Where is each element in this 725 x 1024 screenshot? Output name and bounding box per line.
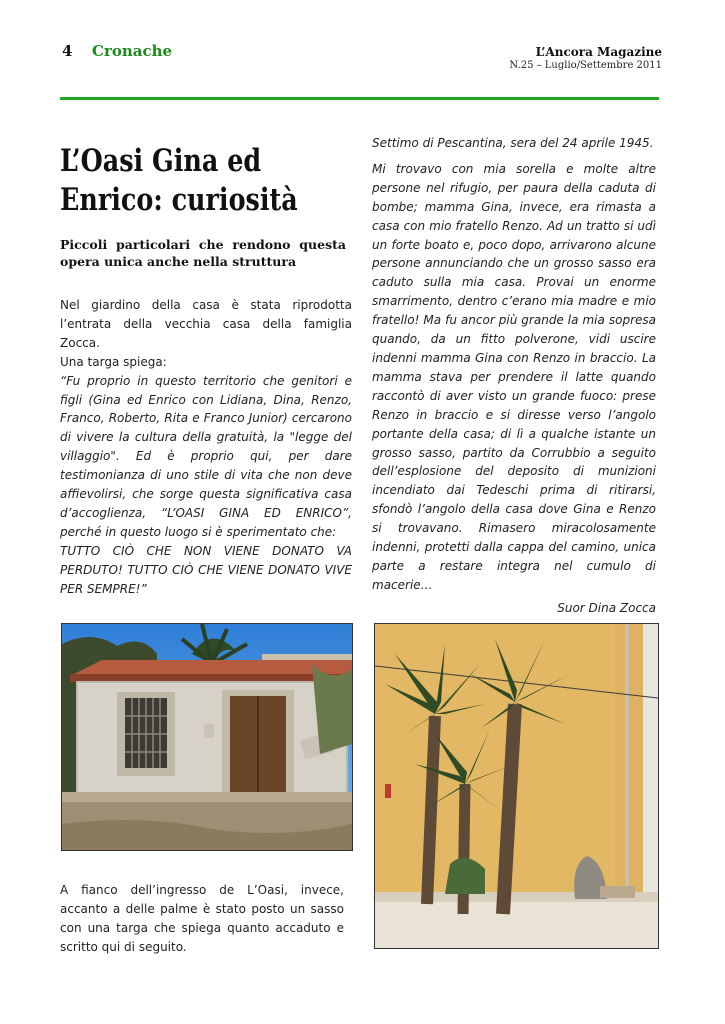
page-number: 4 bbox=[62, 42, 73, 60]
article-subtitle: Piccoli particolari che rendono questa opera unica anche nella struttura bbox=[60, 237, 346, 269]
plaque-motto: TUTTO CIÒ CHE NON VIENE DONATO VA PERDUTO! TUTTO CIÒ CHE VIENE DONATO VIVE PER SEMPRE!” bbox=[60, 543, 352, 596]
plaque-quote: “Fu proprio in questo territorio che genitori e figli (Gina ed Enrico con Lidiana, Dina, Renzo, Franco, Roberto, Rita e Franco Junior) cercarono di vivere la cultura della gratuità, la "legge del villaggio". Ed è proprio qui, per dare testimonianza di uno stile di vita che non deve affievolirsi, che sorge questa significativa casa d’accoglienza, “L’OASI GINA ED ENRICO”, perché in questo luogo si è sperimentato che: bbox=[60, 373, 352, 539]
header-rule bbox=[60, 97, 659, 100]
left-column bbox=[60, 296, 352, 599]
palm-trees-stone-photo bbox=[374, 623, 659, 949]
photo-caption: A fianco dell’ingresso de L’Oasi, invece, accanto a delle palme è stato posto un sasso con una targa che spiega quanto accaduto e scritto qui di seguito. bbox=[60, 883, 344, 954]
intro-paragraph: Nel giardino della casa è stata riprodotta l’entrata della vecchia casa della famiglia Zocca. bbox=[60, 298, 352, 350]
magazine-name: L’Ancora Magazine bbox=[535, 45, 662, 59]
dateline: Settimo di Pescantina, sera del 24 aprile 1945. bbox=[372, 136, 654, 150]
article-title: L’Oasi Gina ed Enrico: curiosità bbox=[60, 143, 298, 218]
story-paragraph: Mi trovavo con mia sorella e molte altre persone nel rifugio, per paura della caduta di bombe; mamma Gina, invece, era rimasta a casa con mio fratello Renzo. Ad un tratto si udì un forte boato e, poco dopo, arrivarono alcune persone annunciando che un grosso sasso era caduto sulla mia casa. Provai un enorme smarrimento, dentro c’erano mia madre e mio fratello! Ma fu ancor più grande la mia sopresa quando, da un fitto polverone, vidi uscire indenni mamma Gina con Renzo in braccio. La mamma stava per prendere il latte quando raccontò di aver visto un grande fuoco: prese Renzo in braccio e si diresse verso l’angolo portante della casa; di lì a qualche istante un grosso sasso, partito da Corrubbio a seguito dell’esplosione del deposito di munizioni incendiato dai Tedeschi prima di ritirarsi, sfondò l’angolo della casa dove Gina e Renzo si trovavano. Rimasero miracolosamente indenni, protetti dalla cappa del camino, unica parte a restare integra nel cumulo di macerie… bbox=[372, 161, 656, 592]
section-title: Cronache bbox=[92, 42, 173, 60]
sign-intro: Una targa spiega: bbox=[60, 354, 167, 369]
right-column bbox=[372, 134, 656, 618]
issue-info: N.25 – Luglio/Settembre 2011 bbox=[509, 60, 662, 71]
old-house-entrance-photo bbox=[61, 623, 353, 851]
signature: Suor Dina Zocca bbox=[557, 600, 656, 615]
